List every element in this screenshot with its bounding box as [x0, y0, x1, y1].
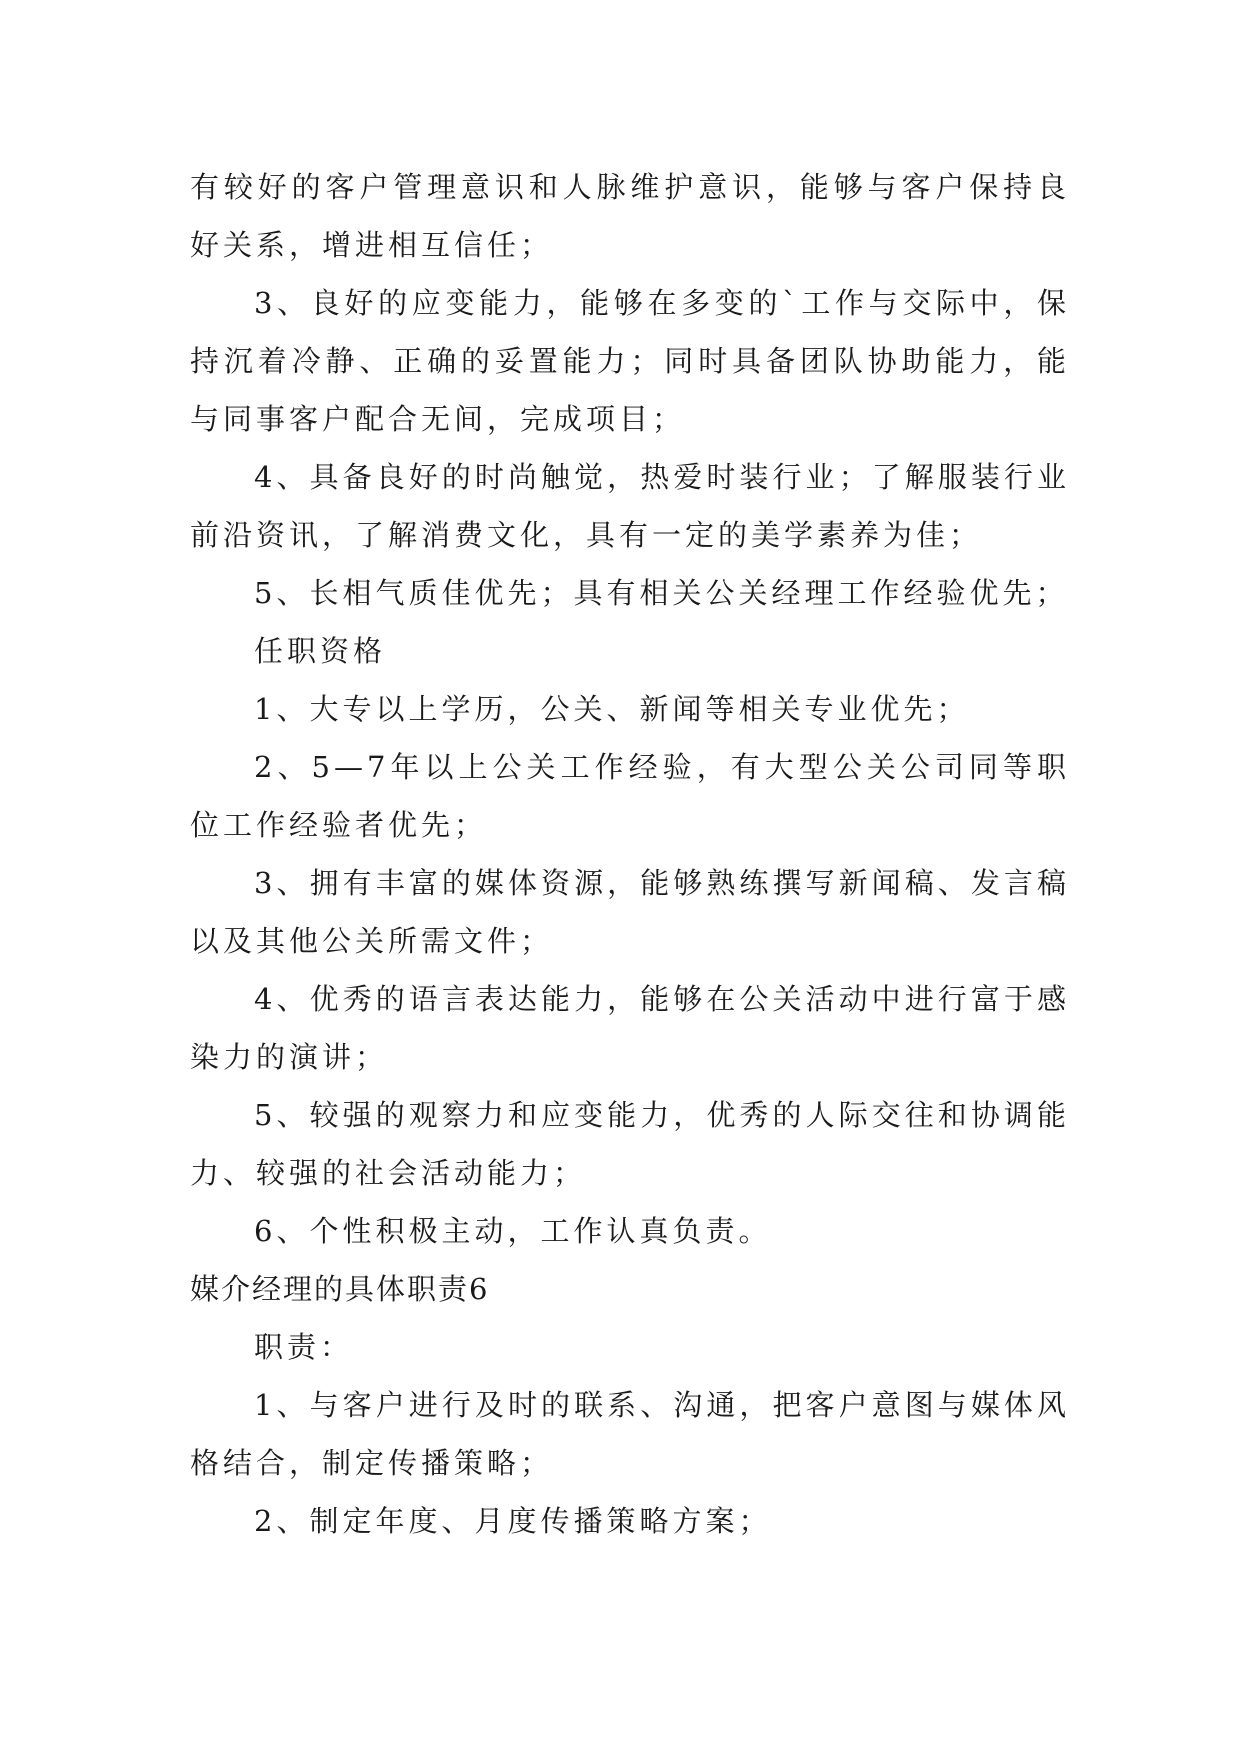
paragraph: 5、较强的观察力和应变能力，优秀的人际交往和协调能力、较强的社会活动能力； — [190, 1098, 1070, 1190]
paragraph: 4、具备良好的时尚触觉，热爱时装行业；了解服装行业前沿资讯，了解消费文化，具有一定的美学素养为佳； — [190, 460, 1070, 552]
paragraph: 1、大专以上学历，公关、新闻等相关专业优先； — [254, 692, 970, 726]
paragraph: 5、长相气质佳优先；具有相关公关经理工作经验优先； — [254, 576, 1069, 610]
paragraph: 3、拥有丰富的媒体资源，能够熟练撰写新闻稿、发言稿以及其他公关所需文件； — [190, 866, 1070, 958]
paragraph: 1、与客户进行及时的联系、沟通，把客户意图与媒体风格结合，制定传播策略； — [190, 1388, 1070, 1480]
paragraph: 4、优秀的语言表达能力，能够在公关活动中进行富于感染力的演讲； — [190, 982, 1070, 1074]
paragraph: 2、5—7年以上公关工作经验，有大型公关公司同等职位工作经验者优先； — [190, 750, 1070, 842]
paragraph: 3、良好的应变能力，能够在多变的`工作与交际中，保持沉着冷静、正确的妥置能力；同时具备团队协助能力，能与同事客户配合无间，完成项目； — [190, 286, 1070, 436]
paragraph: 2、制定年度、月度传播策略方案； — [254, 1504, 772, 1538]
paragraph: 有较好的客户管理意识和人脉维护意识，能够与客户保持良好关系，增进相互信任； — [190, 170, 1070, 262]
section-heading: 媒介经理的具体职责6 — [190, 1272, 490, 1306]
section-subheading: 职责： — [254, 1330, 354, 1364]
document-body — [190, 158, 1070, 1550]
paragraph: 6、个性积极主动，工作认真负责。 — [254, 1214, 772, 1248]
section-subheading: 任职资格 — [254, 634, 387, 668]
